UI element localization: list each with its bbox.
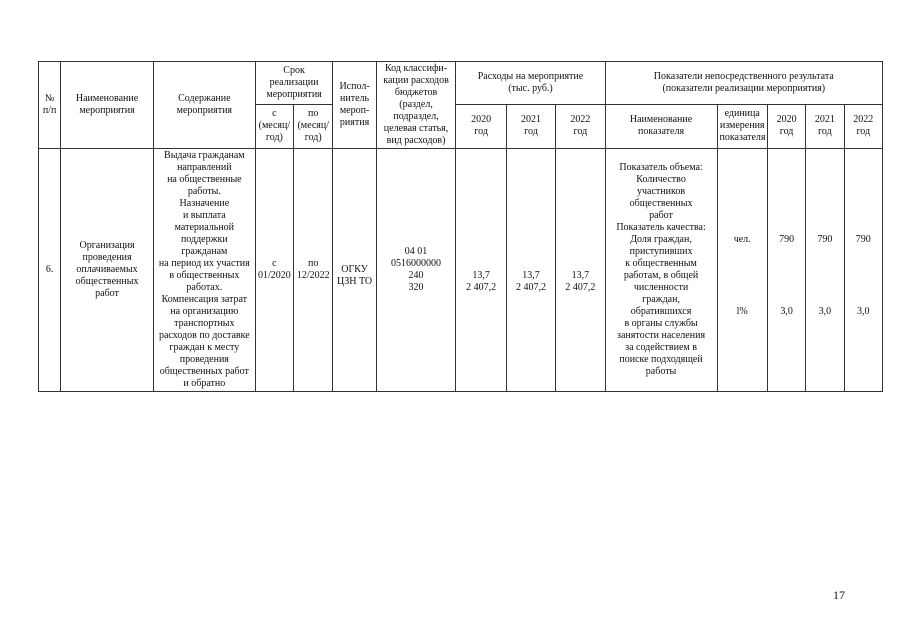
header-period: Срок реализации мероприятия — [255, 62, 333, 105]
header-executor: Испол- нитель мероп- риятия — [333, 62, 376, 149]
header-exp-2022: 2022 год — [556, 104, 605, 148]
row-exp-2021: 13,7 2 407,2 — [506, 149, 555, 392]
header-indicator-name: Наименование показателя — [605, 104, 717, 148]
header-period-to: по (месяц/ год) — [294, 104, 333, 148]
row-exp-2020: 13,7 2 407,2 — [456, 149, 506, 392]
header-val-2022: 2022 год — [844, 104, 882, 148]
row-period-from: с 01/2020 — [255, 149, 293, 392]
header-activity-name: Наименование мероприятия — [61, 62, 154, 149]
row-executor: ОГКУ ЦЗН ТО — [333, 149, 376, 392]
row-num: 6. — [39, 149, 61, 392]
header-unit: единица измерения показателя — [717, 104, 767, 148]
row-val-2021: 790 3,0 — [806, 149, 844, 392]
row-unit: чел. l% — [717, 149, 767, 392]
row-period-to: по 12/2022 — [294, 149, 333, 392]
page-number: 17 — [833, 588, 845, 602]
activities-table — [38, 61, 883, 392]
table-row — [39, 149, 883, 392]
header-val-2021: 2021 год — [806, 104, 844, 148]
row-activity-content: Выдача гражданам направлений на общественные работы. Назначение и выплата материальной поддержки гражданам на период их участия в общественных работах. Компенсация затрат на организацию транспортных расходов по доставке граждан к месту проведения общественных работ и обратно — [153, 149, 255, 392]
row-val-2022: 790 3,0 — [844, 149, 882, 392]
row-val-2020: 790 3,0 — [767, 149, 805, 392]
header-exp-2020: 2020 год — [456, 104, 506, 148]
header-period-from: с (месяц/ год) — [255, 104, 293, 148]
row-indicator-text: Показатель объема: Количество участников общественных работ Показатель качества: Доля граждан, приступивших к общественным работам, в общей численности граждан, обратившихся в органы службы занятости населения за содействием в поиске подходящей работы — [605, 149, 717, 392]
header-num: № п/п — [39, 62, 61, 149]
row-budget-code: 04 01 0516000000 240 320 — [376, 149, 456, 392]
row-activity-name: Организация проведения оплачиваемых общественных работ — [61, 149, 154, 392]
header-expenses: Расходы на мероприятие (тыс. руб.) — [456, 62, 605, 105]
row-exp-2022: 13,7 2 407,2 — [556, 149, 605, 392]
header-indicators: Показатели непосредственного результата (показатели реализации мероприятия) — [605, 62, 882, 105]
header-exp-2021: 2021 год — [506, 104, 555, 148]
header-budget-code: Код классифи- кации расходов бюджетов (раздел, подраздел, целевая статья, вид расходов) — [376, 62, 456, 149]
header-activity-content: Содержание мероприятия — [153, 62, 255, 149]
header-val-2020: 2020 год — [767, 104, 805, 148]
